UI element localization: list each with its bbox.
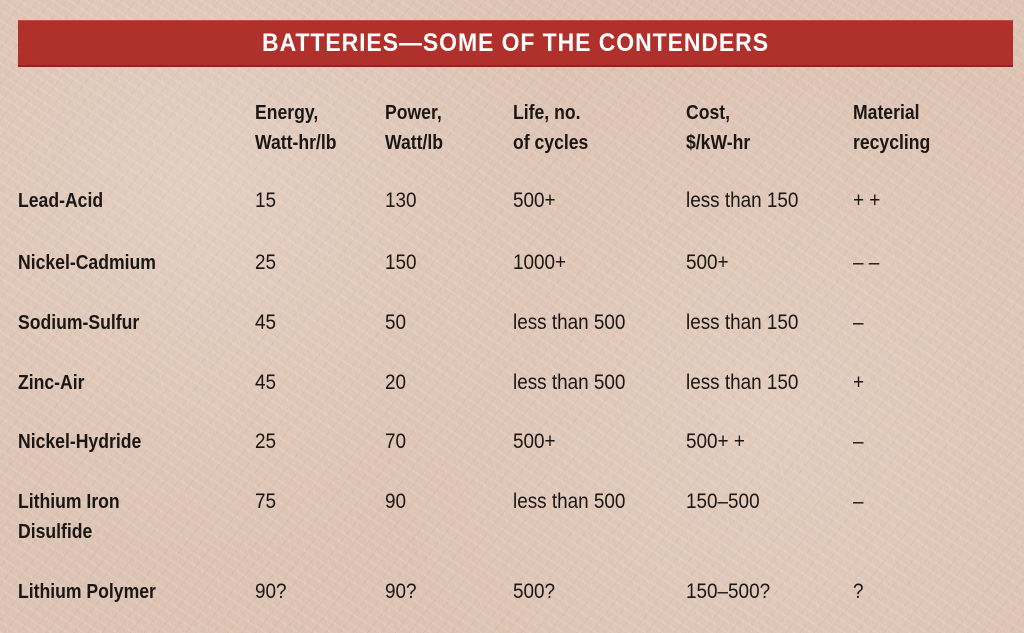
cell-energy: 45 [255, 371, 277, 394]
cell-power: 90? [385, 580, 417, 603]
row-label-lithium-polymer: Lithium Polymer [18, 581, 156, 603]
cell-energy: 75 [255, 490, 277, 513]
cell-recycling: + + [853, 189, 881, 212]
cell-energy: 25 [255, 430, 277, 453]
column-header-life [513, 98, 588, 158]
row-label-lithium-iron-disulfide [18, 487, 120, 547]
cell-cost: 500+ [686, 251, 729, 274]
cell-energy: 25 [255, 251, 277, 274]
column-header-recycling-line2: recycling [853, 132, 931, 154]
cell-energy: 15 [255, 189, 277, 212]
cell-energy: 90? [255, 580, 287, 603]
cell-recycling: – [853, 430, 864, 453]
title-banner [18, 20, 1013, 67]
row-label-nickel-hydride: Nickel-Hydride [18, 431, 142, 453]
column-header-life-line1: Life, no. [513, 102, 581, 124]
row-label-lead-acid: Lead-Acid [18, 190, 104, 212]
cell-life: 500? [513, 580, 556, 603]
cell-life: less than 500 [513, 371, 626, 394]
cell-recycling: – [853, 311, 864, 334]
row-label-sodium-sulfur: Sodium-Sulfur [18, 312, 140, 334]
cell-recycling: ? [853, 580, 864, 603]
cell-cost: 500+ + [686, 430, 745, 453]
cell-power: 20 [385, 371, 407, 394]
cell-cost: 150–500? [686, 580, 771, 603]
row-label-nickel-cadmium: Nickel-Cadmium [18, 252, 156, 274]
cell-recycling: – – [853, 251, 880, 274]
cell-recycling: – [853, 490, 864, 513]
cell-power: 50 [385, 311, 407, 334]
column-header-recycling [853, 98, 930, 158]
table-title: BATTERIES—SOME OF THE CONTENDERS [262, 28, 769, 57]
column-header-power-line1: Power, [385, 102, 442, 124]
column-header-cost-line2: $/kW-hr [686, 132, 751, 154]
cell-cost: less than 150 [686, 311, 799, 334]
column-header-energy-line2: Watt-hr/lb [255, 132, 337, 154]
cell-power: 90 [385, 490, 407, 513]
row-label-line1: Lithium Iron [18, 491, 120, 513]
cell-recycling: + [853, 371, 865, 394]
row-label-line2: Disulfide [18, 521, 93, 543]
cell-life: less than 500 [513, 490, 626, 513]
cell-life: less than 500 [513, 311, 626, 334]
cell-cost: less than 150 [686, 371, 799, 394]
cell-life: 500+ [513, 189, 556, 212]
cell-cost: less than 150 [686, 189, 799, 212]
column-header-power [385, 98, 443, 158]
column-header-recycling-line1: Material [853, 102, 920, 124]
column-header-cost-line1: Cost, [686, 102, 730, 124]
cell-life: 1000+ [513, 251, 567, 274]
cell-power: 150 [385, 251, 417, 274]
cell-life: 500+ [513, 430, 556, 453]
row-label-zinc-air: Zinc-Air [18, 372, 85, 394]
cell-power: 70 [385, 430, 407, 453]
column-header-cost [686, 98, 750, 158]
column-header-power-line2: Watt/lb [385, 132, 444, 154]
column-header-energy-line1: Energy, [255, 102, 319, 124]
cell-cost: 150–500 [686, 490, 760, 513]
column-header-energy [255, 98, 336, 158]
cell-power: 130 [385, 189, 417, 212]
cell-energy: 45 [255, 311, 277, 334]
column-header-life-line2: of cycles [513, 132, 589, 154]
